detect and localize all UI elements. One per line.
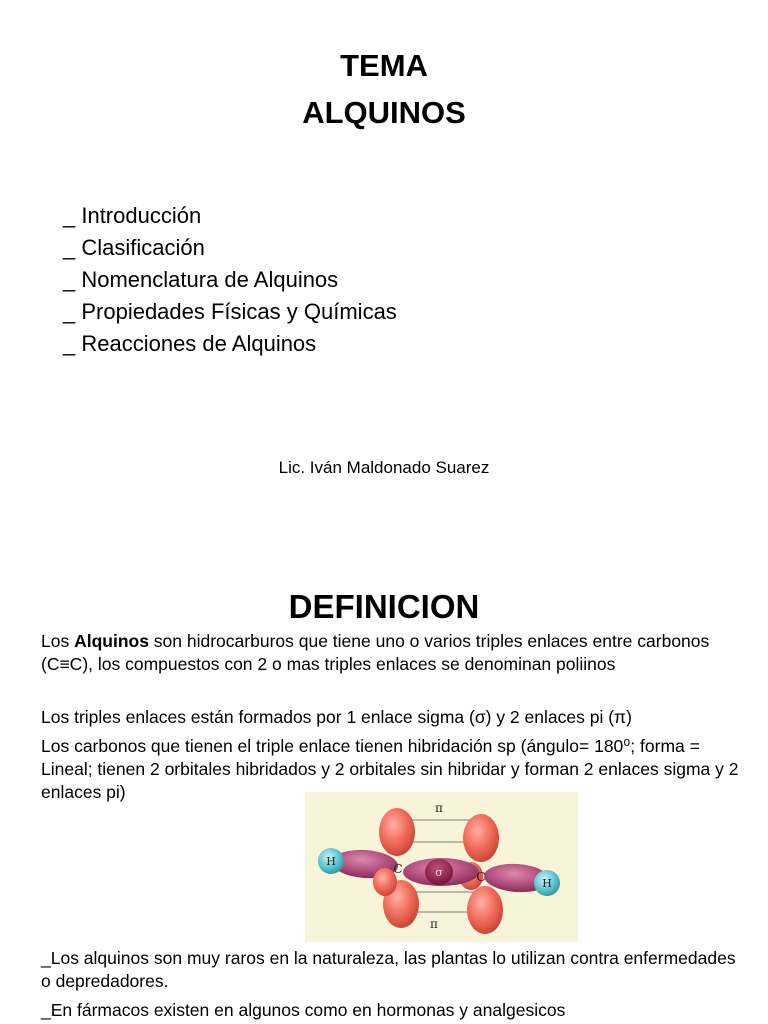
table-of-contents [63, 200, 397, 360]
slide-title-line-1: TEMA [340, 48, 428, 83]
definition-paragraph-5: _En fármacos existen en algunos como en hormonas y analgesicos [41, 1000, 566, 1020]
definition-heading: DEFINICION [288, 588, 480, 625]
p1-prefix: Los [41, 631, 75, 651]
definition-paragraph-2: Los triples enlaces están formados por 1 enlace sigma (σ) y 2 enlaces pi (π) [41, 707, 632, 727]
author-name: Lic. Iván Maldonado Suarez [278, 458, 490, 477]
pi-label-bottom: π [430, 917, 438, 931]
p-orbital-lobe [467, 886, 503, 934]
triple-bond-orbital-diagram [305, 792, 578, 942]
carbon-label-right: C [476, 870, 486, 884]
definition-paragraph-4: _Los alquinos son muy raros en la naturaleza, las plantas lo utilizan contra enfermedades o depredadores. [41, 948, 736, 991]
p1-rest: son hidrocarburos que tiene uno o varios triples enlaces entre carbonos (C≡C), los compuestos con 2 o mas triples enlaces se denominan poliinos [41, 631, 710, 674]
slide-title-line-2: ALQUINOS [302, 95, 466, 130]
definition-paragraph-3: Los carbonos que tienen el triple enlace tienen hibridación sp (ángulo= 180⁰; forma = Lineal; tienen 2 orbitales hibridados y 2 orbitales sin hibridar y forman 2 enlaces sigma y 2 enlaces pi) [41, 736, 739, 802]
p-orbital-lobe [463, 814, 499, 862]
orbital-diagram-svg [305, 792, 578, 942]
hydrogen-label-right: H [542, 877, 552, 890]
toc-item: _ Reacciones de Alquinos [63, 331, 317, 356]
toc-item: _ Nomenclatura de Alquinos [63, 267, 339, 292]
p1-bold-term: Alquinos [74, 631, 149, 651]
carbon-label-left: C [393, 862, 403, 876]
toc-item: _ Introducción [63, 203, 202, 228]
pi-label-top: π [435, 801, 443, 815]
definition-paragraph-1 [41, 630, 741, 676]
p-orbital-lobe [379, 808, 415, 856]
toc-item: _ Propiedades Físicas y Químicas [63, 299, 397, 324]
toc-item: _ Clasificación [63, 235, 205, 260]
slide-definition [0, 560, 768, 1024]
hydrogen-label-left: H [326, 855, 336, 868]
sigma-label: σ [435, 866, 443, 879]
